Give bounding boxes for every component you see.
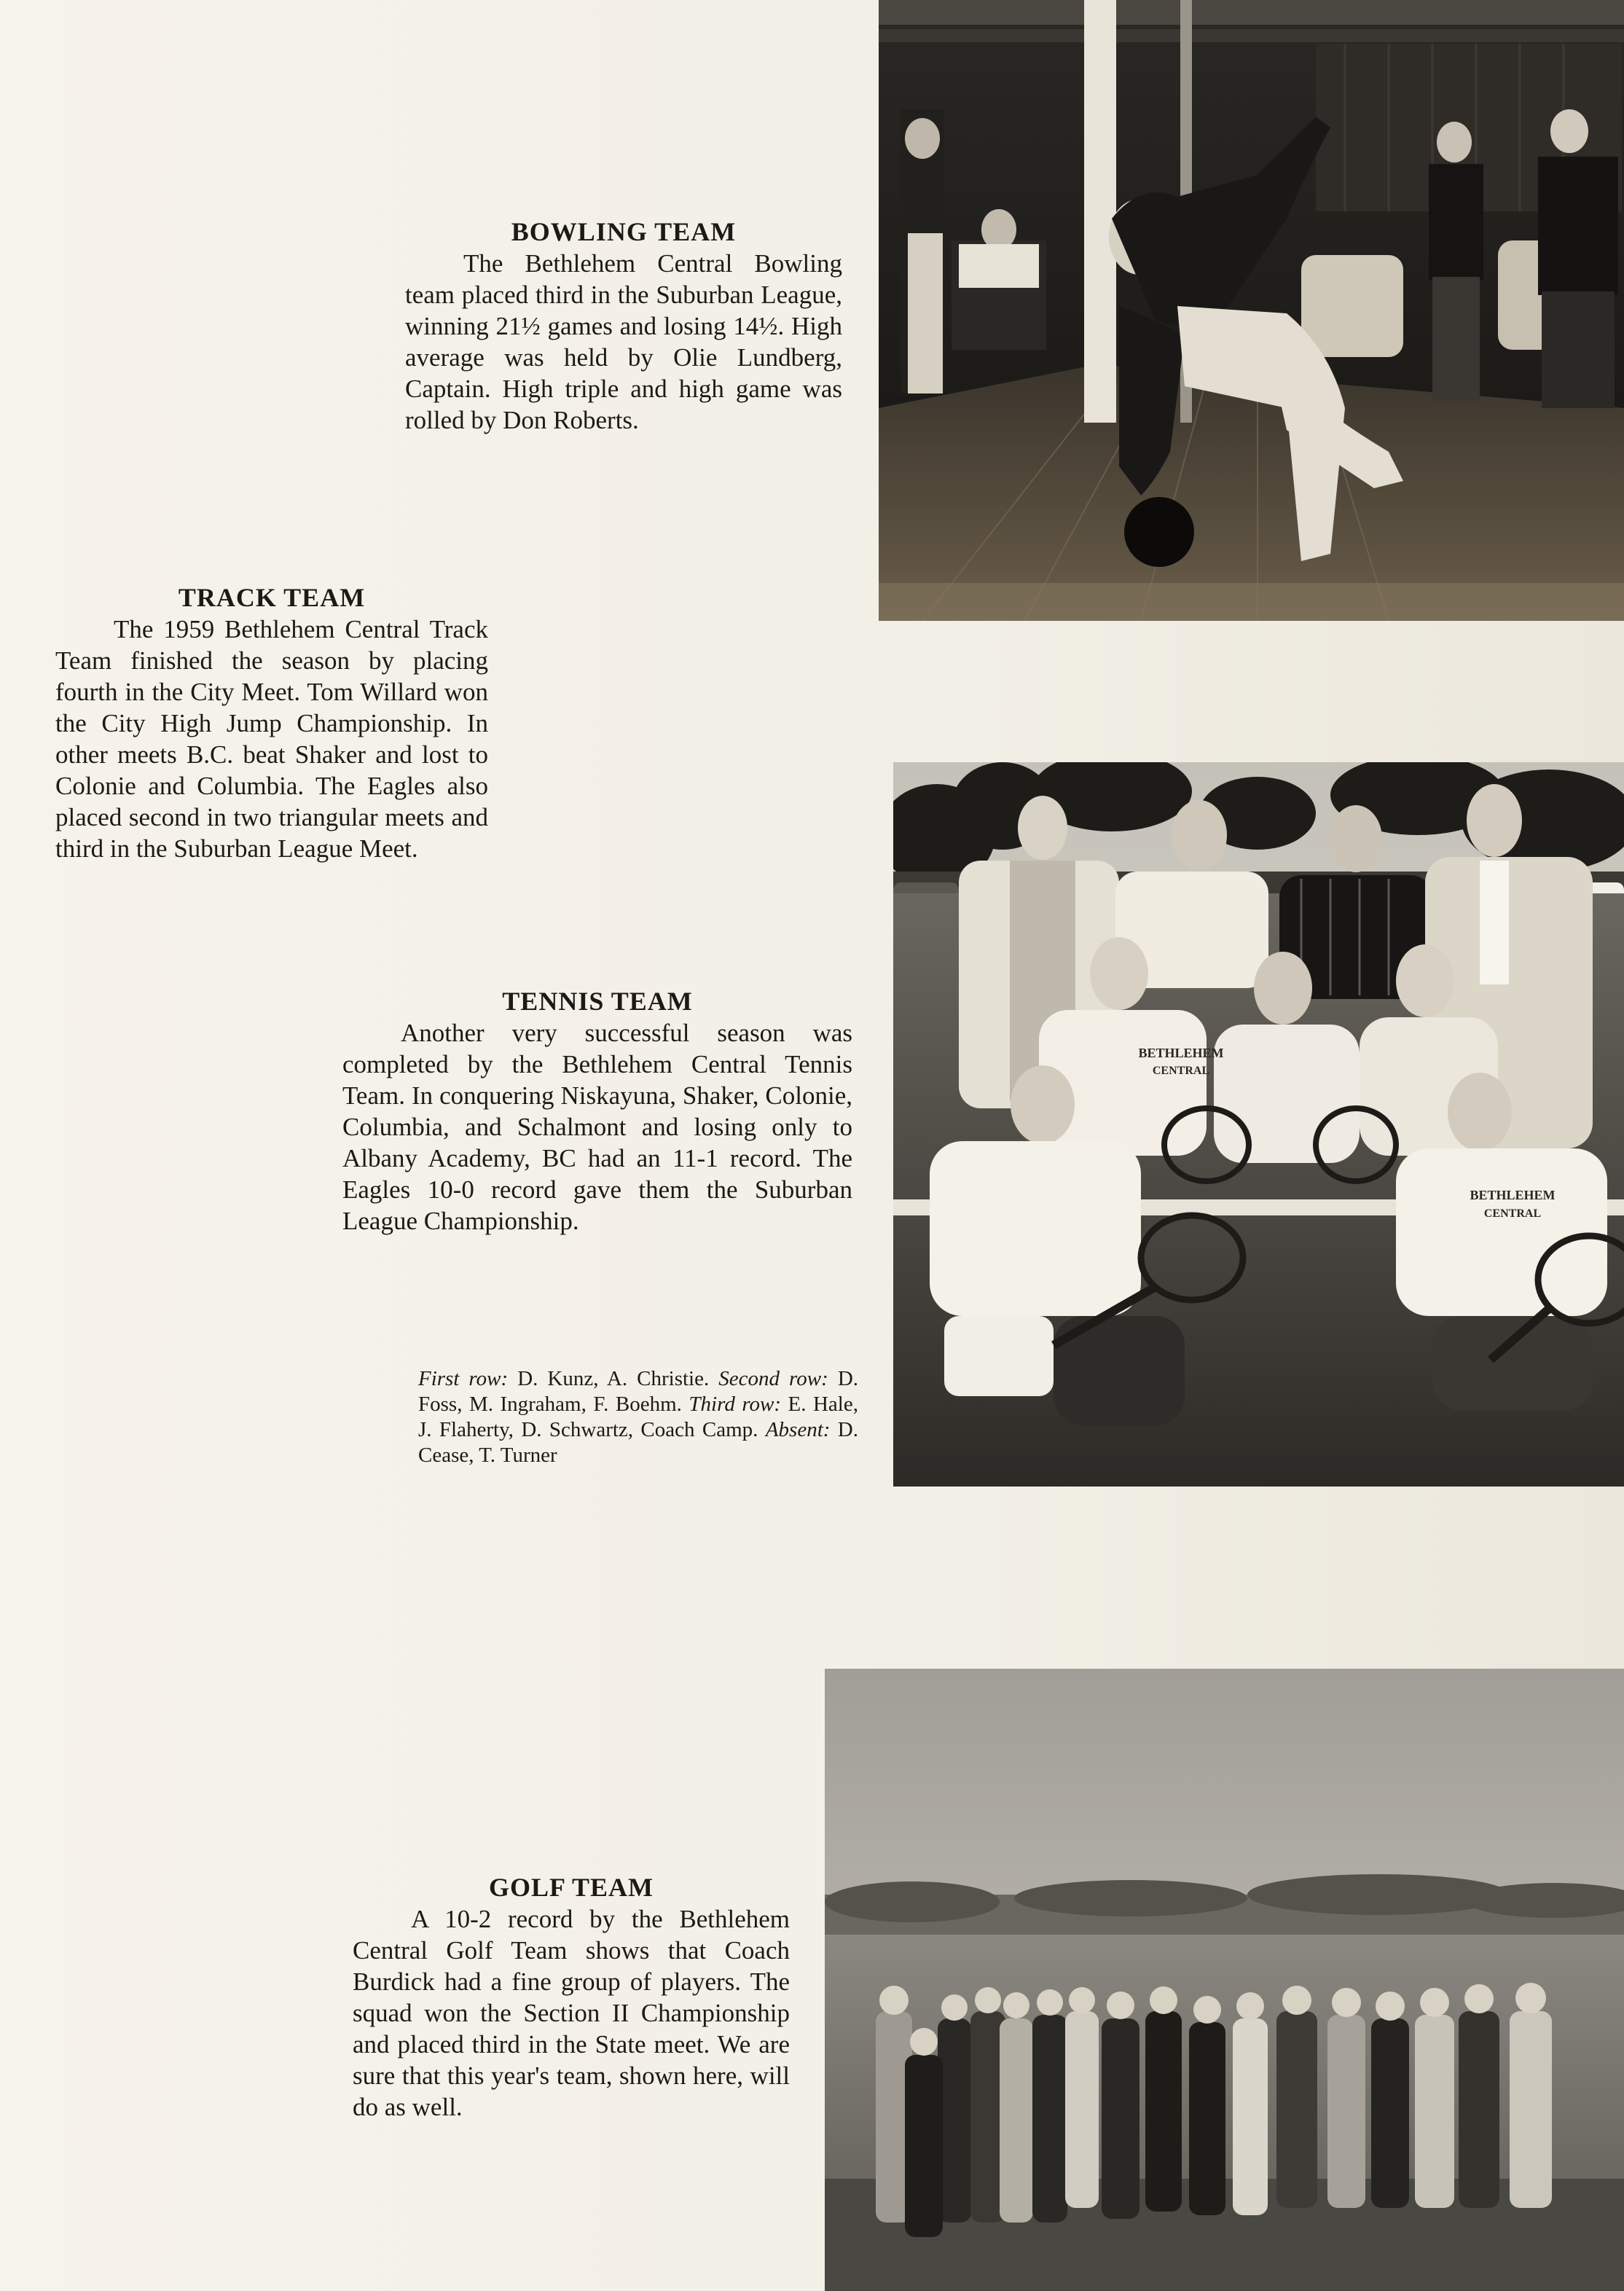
tennis-article [342,985,852,1237]
bowling-team-photo [879,0,1624,621]
track-article [55,581,488,864]
bowling-article [405,216,842,436]
caption-absent-label: Absent: [765,1418,831,1441]
track-body: The 1959 Bethlehem Central Track Team finished the season by placing fourth in the City Meet. Tom Willard won the City High Jump Championship. In other meets B.C. beat Shaker and lost to Colonie and Columbia. The Eagles also placed second in two triangular meets and third in the Suburban League Meet. [55,615,488,863]
tennis-photo-caption [418,1366,858,1468]
caption-absent-names: D. Cease, T. Turner [418,1418,859,1467]
golf-team-photo [825,1669,1624,2291]
jersey-central-text-2: CENTRAL [1483,1207,1542,1220]
golf-body: A 10-2 record by the Bethlehem Central Golf Team shows that Coach Burdick had a fine group of players. The squad won the Section II Championship and placed third in the State meet. We are sure that this year's team, shown here, will do as well. [353,1905,790,2121]
golf-heading: GOLF TEAM [488,1873,654,1902]
caption-first-row-label: First row: [418,1367,509,1390]
caption-third-row-names: E. Hale, J. Flaherty, D. Schwartz, Coach Camp. [418,1393,858,1441]
tennis-team-photo [893,762,1624,1487]
caption-second-row-names: D. Foss, M. Ingraham, F. Boehm. [418,1367,859,1416]
golf-article [353,1871,790,2123]
jersey-central-text: CENTRAL [1152,1065,1210,1077]
tennis-body: Another very successful season was completed by the Bethlehem Central Tennis Team. In conquering Niskayuna, Shaker, Colonie, Columbia, and Schalmont and losing only to Albany Academy, BC had an 11-1 record. The Eagles 10-0 record gave them the Suburban League Championship. [342,1019,852,1235]
jersey-school-text-2: BETHLEHEM [1470,1188,1556,1202]
caption-third-row-label: Third row: [689,1393,782,1416]
jersey-school-text: BETHLEHEM [1138,1046,1224,1060]
tennis-heading: TENNIS TEAM [502,987,693,1016]
bowling-body: The Bethlehem Central Bowling team placed third in the Suburban League, winning 21½ games and losing 14½. High average was held by Olie Lundberg, Captain. High triple and high game was rolled by Don Roberts. [405,249,842,434]
track-heading: TRACK TEAM [178,583,366,612]
caption-second-row-label: Second row: [718,1367,828,1390]
caption-first-row-names: D. Kunz, A. Christie. [508,1367,719,1390]
bowling-heading: BOWLING TEAM [511,217,737,246]
